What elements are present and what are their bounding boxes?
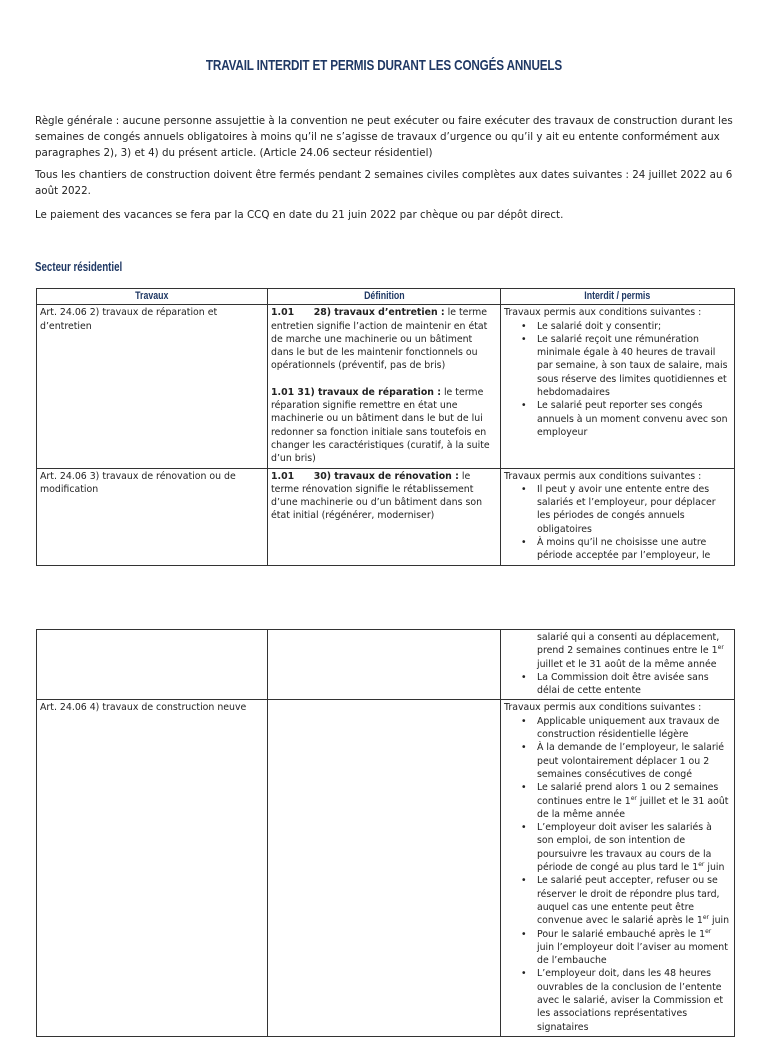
cell-definition <box>268 630 501 700</box>
table-row <box>37 700 735 1036</box>
conditions-list <box>504 631 731 697</box>
list-item: • Applicable uniquement aux travaux de construction résidentielle légère <box>504 715 731 742</box>
cell-travaux: Art. 24.06 2) travaux de réparation et d’entretien <box>37 305 268 468</box>
list-item: salarié qui a consenti au déplacement, prend 2 semaines continues entre le 1er juillet et le 31 août de la même année <box>537 632 724 670</box>
paragraph-general-rule: Règle générale : aucune personne assujettie à la convention ne peut exécuter ou faire exécuter des travaux de construction durant les semaines de congés annuels obligatoires à moins qu’il ne s’agisse de travaux d’urgence ou qu’il y ait eu entente conformément aux paragraphes 2), 3) et 4) du présent article. (Article 24.06 secteur résidentiel) <box>35 115 733 159</box>
table-header-row <box>37 289 735 305</box>
header-definition: Définition <box>268 289 501 305</box>
header-travaux: Travaux <box>37 289 268 305</box>
cell-travaux <box>37 630 268 700</box>
cell-conditions <box>501 305 735 468</box>
conditions-list <box>504 320 731 440</box>
conditions-intro: Travaux permis aux conditions suivantes : <box>504 702 702 714</box>
list-item: • Le salarié prend alors 1 ou 2 semaines continues entre le 1er juillet et le 31 août de la même année <box>504 781 731 821</box>
table-row <box>37 468 735 565</box>
table-row <box>37 305 735 468</box>
conditions-intro: Travaux permis aux conditions suivantes : <box>504 307 702 319</box>
conditions-intro: Travaux permis aux conditions suivantes : <box>504 470 702 482</box>
cell-travaux: Art. 24.06 4) travaux de construction neuve <box>37 700 268 1036</box>
list-item: • L’employeur doit, dans les 48 heures ouvrables de la conclusion de l’entente avec le salarié, aviser la Commission et les associations représentatives signataires <box>504 967 731 1033</box>
table-row <box>37 630 735 700</box>
list-item: • Pour le salarié embauché après le 1er juin l’employeur doit l’aviser au moment de l’embauche <box>504 928 731 968</box>
list-item: • À moins qu’il ne choisisse une autre période acceptée par l’employeur, le <box>504 536 731 563</box>
list-item: • Il peut y avoir une entente entre des salariés et l’employeur, pour déplacer les périodes de congés annuels obligatoires <box>504 483 731 536</box>
cell-definition <box>268 468 501 565</box>
cell-conditions <box>501 468 735 565</box>
paragraph-site-closure: Tous les chantiers de construction doivent être fermés pendant 2 semaines civiles complètes aux dates suivantes : 24 juillet 2022 au 6 août 2022. <box>35 169 733 197</box>
list-item: • Le salarié peut accepter, refuser ou se réserver le droit de répondre plus tard, auquel cas une entente peut être convenue avec le salarié après le 1er juin <box>504 874 731 927</box>
conditions-list <box>504 483 731 563</box>
list-item: • L’employeur doit aviser les salariés à son emploi, de son intention de poursuivre les travaux au cours de la période de congé au plus tard le 1er juin <box>504 821 731 874</box>
document-title: TRAVAIL INTERDIT ET PERMIS DURANT LES CONGÉS ANNUELS <box>205 57 563 74</box>
list-item: • Le salarié reçoit une rémunération minimale égale à 40 heures de travail par semaine, à son taux de salaire, mais sous réserve des limites quotidiennes et hebdomadaires <box>504 333 731 399</box>
cell-conditions <box>501 700 735 1036</box>
cell-conditions <box>501 630 735 700</box>
definition-reparation: 1.01 31) travaux de réparation : le terme réparation signifie remettre en état une machinerie ou un bâtiment dans le but de lui redonner sa fonction initiale sans toutefois en changer les caractéristiques (curatif, à la suite d’un bris) <box>271 386 490 465</box>
list-item: • À la demande de l’employeur, le salarié peut volontairement déplacer 1 ou 2 semaines consécutives de congé <box>504 741 731 781</box>
definition-entretien: 1.01 28) travaux d’entretien : le terme entretien signifie l’action de maintenir en état de marche une machinerie ou un bâtiment dans le but de les maintenir fonctionnels ou opérationnels (préventif, pas de bris) <box>271 307 488 372</box>
cell-travaux: Art. 24.06 3) travaux de rénovation ou de modification <box>37 468 268 565</box>
list-item: • La Commission doit être avisée sans délai de cette entente <box>504 671 731 698</box>
section-title: Secteur résidentiel <box>35 260 123 274</box>
list-item: • Le salarié peut reporter ses congés annuels à un moment convenu avec son employeur <box>504 399 731 439</box>
paragraph-payment: Le paiement des vacances se fera par la CCQ en date du 21 juin 2022 par chèque ou par dépôt direct. <box>35 209 564 221</box>
definition-renovation: 1.01 30) travaux de rénovation : le terme rénovation signifie le rétablissement d’une machinerie ou d’un bâtiment dans son état initial (régénérer, moderniser) <box>271 470 483 522</box>
rules-table-continued <box>36 629 735 1037</box>
rules-table <box>36 288 735 566</box>
cell-definition <box>268 700 501 1036</box>
header-interdit-permis: Interdit / permis <box>501 289 735 305</box>
list-item: • Le salarié doit y consentir; <box>504 320 731 333</box>
conditions-list <box>504 715 731 1034</box>
cell-definition <box>268 305 501 468</box>
